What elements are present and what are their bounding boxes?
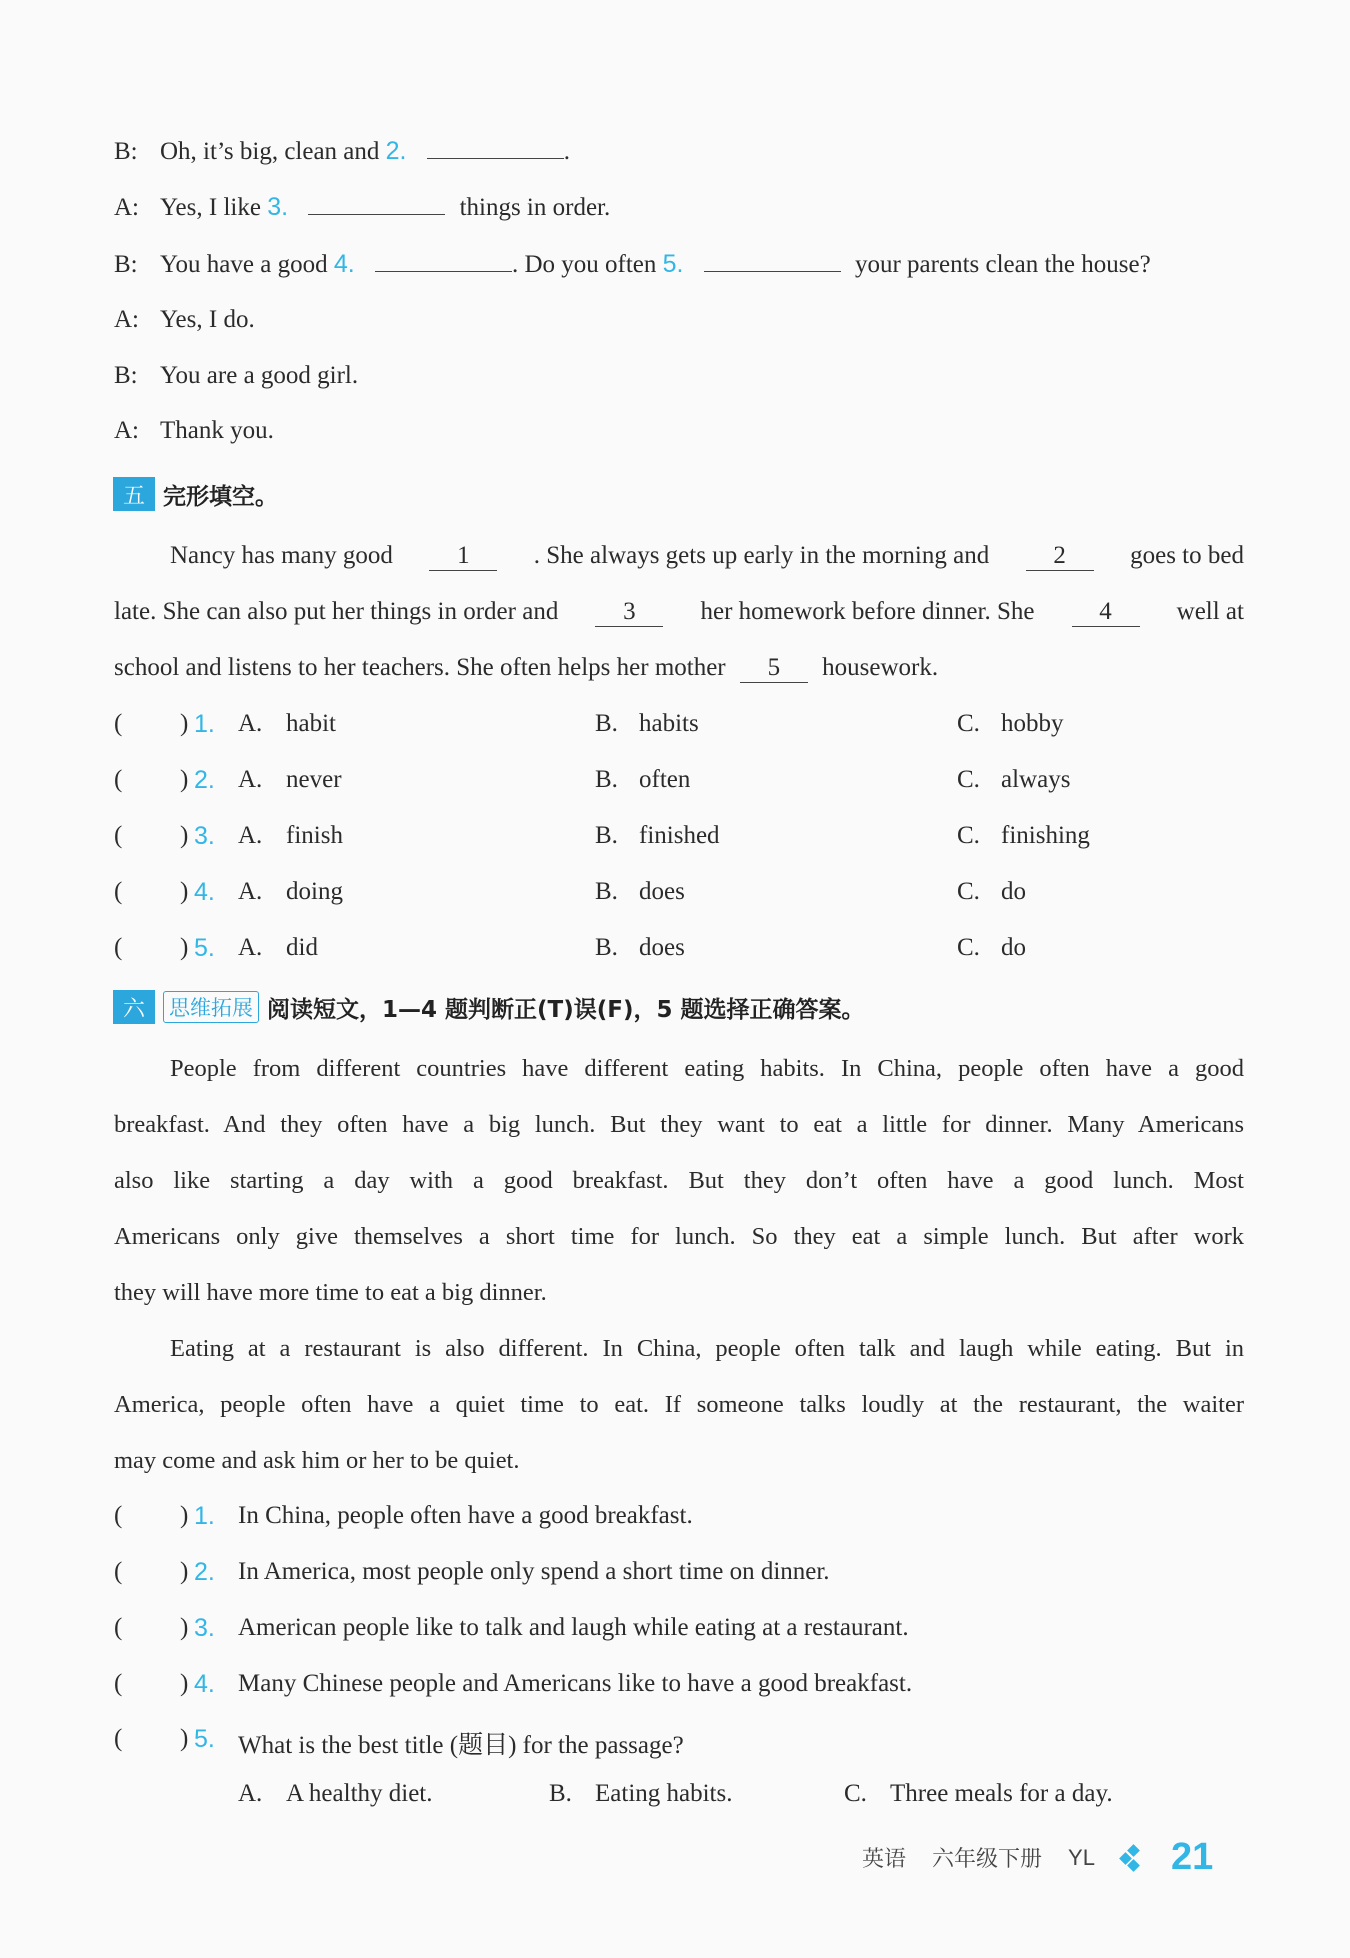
answer-blank[interactable]	[375, 249, 512, 272]
answer-paren-close: )	[180, 822, 189, 849]
answer-paren-open[interactable]: (	[114, 766, 123, 793]
reading-question-row	[114, 1614, 1114, 1644]
option-letter: B.	[595, 710, 618, 737]
speaker-label: B:	[114, 251, 138, 278]
question-text: American people like to talk and laugh while eating at a restaurant.	[238, 1614, 909, 1641]
answer-paren-close: )	[180, 1725, 189, 1752]
answer-paren-close: )	[180, 1502, 189, 1529]
blank-number: 4.	[333, 250, 355, 278]
section-5-header	[113, 477, 278, 511]
cloze-text: late. She can also put her things in order and	[114, 598, 559, 625]
cloze-text: . She always gets up early in the morning and	[533, 542, 990, 569]
cloze-question-row	[114, 934, 1114, 964]
reading-question-row	[114, 1725, 1114, 1759]
option-c[interactable]: Three meals for a day.	[890, 1780, 1113, 1807]
question-text: Many Chinese people and Americans like to have a good breakfast.	[238, 1670, 913, 1697]
question-text: In America, most people only spend a short time on dinner.	[238, 1558, 830, 1585]
question-number: 1.	[194, 710, 215, 738]
option-letter: A.	[238, 878, 263, 905]
footer-grade: 六年级下册	[932, 1847, 1043, 1872]
answer-paren-open[interactable]: (	[114, 878, 123, 905]
question-number: 4.	[194, 878, 215, 906]
speaker-label: A:	[114, 417, 139, 444]
answer-paren-close: )	[180, 878, 189, 905]
cloze-text: housework.	[822, 654, 939, 681]
cloze-text: well at	[1176, 598, 1244, 625]
section-number-badge: 五	[113, 477, 155, 511]
dialogue-text: . Do you often	[511, 251, 657, 278]
option-letter: C.	[957, 766, 980, 793]
option-a[interactable]: habit	[286, 710, 336, 737]
option-b[interactable]: often	[639, 766, 691, 793]
option-b[interactable]: habits	[639, 710, 699, 737]
question-number: 1.	[194, 1502, 215, 1530]
dialogue-line-3	[114, 249, 1151, 279]
answer-paren-open[interactable]: (	[114, 934, 123, 961]
option-letter: B.	[595, 822, 618, 849]
answer-paren-open[interactable]: (	[114, 710, 123, 737]
answer-blank[interactable]	[308, 192, 445, 215]
option-a[interactable]: did	[286, 934, 318, 961]
option-c[interactable]: finishing	[1001, 822, 1090, 849]
option-a[interactable]: doing	[286, 878, 343, 905]
dialogue-line-2	[114, 192, 610, 222]
diamond-decoration-icon	[1121, 1846, 1145, 1870]
cloze-blank: 2	[1026, 542, 1094, 571]
footer-subject: 英语	[862, 1847, 907, 1872]
q5-options	[114, 1780, 1114, 1810]
dialogue-text: You are a good girl.	[160, 362, 359, 389]
dialogue-text: things in order.	[459, 194, 611, 221]
question-text: What is the best title (题目) for the passage?	[238, 1732, 684, 1759]
passage-line: may come and ask him or her to be quiet.	[114, 1447, 520, 1474]
answer-paren-open[interactable]: (	[114, 822, 123, 849]
dialogue-text: Yes, I like	[160, 194, 261, 221]
passage-line: breakfast. And they often have a big lunch. But they want to eat a little for dinner. Many Americans	[114, 1111, 1244, 1138]
option-b[interactable]: finished	[639, 822, 720, 849]
option-a[interactable]: A healthy diet.	[286, 1780, 433, 1807]
option-c[interactable]: do	[1001, 878, 1026, 905]
answer-paren-open[interactable]: (	[114, 1725, 123, 1752]
page-number: 21	[1170, 1836, 1214, 1878]
dialogue-line-6	[114, 417, 274, 445]
dialogue-line-4	[114, 306, 255, 334]
reading-question-row	[114, 1558, 1114, 1588]
option-letter: A.	[238, 1780, 263, 1807]
option-letter: B.	[595, 878, 618, 905]
passage-line: also like starting a day with a good breakfast. But they don’t often have a good lunch. Most	[114, 1167, 1244, 1194]
cloze-line-1	[170, 542, 1244, 571]
question-number: 2.	[194, 1558, 215, 1586]
blank-number: 3.	[267, 193, 289, 221]
passage-line: People from different countries have different eating habits. In China, people often have a good	[170, 1055, 1244, 1082]
option-letter: B.	[595, 934, 618, 961]
reading-question-row	[114, 1670, 1114, 1700]
speaker-label: A:	[114, 194, 139, 221]
option-letter: C.	[957, 710, 980, 737]
cloze-blank: 5	[740, 654, 808, 683]
speaker-label: B:	[114, 138, 138, 165]
cloze-text: goes to bed	[1130, 542, 1244, 569]
footer-edition: YL	[1068, 1844, 1095, 1870]
answer-blank[interactable]	[427, 136, 564, 159]
cloze-question-row	[114, 878, 1114, 908]
speaker-label: A:	[114, 306, 139, 333]
answer-paren-close: )	[180, 710, 189, 737]
option-a[interactable]: finish	[286, 822, 343, 849]
option-b[interactable]: does	[639, 878, 685, 905]
section-number-badge: 六	[113, 990, 155, 1024]
answer-paren-open[interactable]: (	[114, 1502, 123, 1529]
passage-line: Americans only give themselves a short time for lunch. So they eat a simple lunch. But after work	[114, 1223, 1244, 1250]
option-letter: C.	[844, 1780, 867, 1807]
cloze-line-2	[114, 598, 1244, 627]
speaker-label: B:	[114, 362, 138, 389]
option-c[interactable]: do	[1001, 934, 1026, 961]
option-c[interactable]: hobby	[1001, 710, 1064, 737]
cloze-question-row	[114, 822, 1114, 852]
question-number: 2.	[194, 766, 215, 794]
question-number: 4.	[194, 1670, 215, 1698]
option-b[interactable]: does	[639, 934, 685, 961]
option-letter: A.	[238, 934, 263, 961]
option-letter: B.	[549, 1780, 572, 1807]
option-c[interactable]: always	[1001, 766, 1071, 793]
blank-number: 2.	[385, 137, 407, 165]
dialogue-line-1	[114, 136, 570, 166]
page-footer	[862, 1836, 1213, 1879]
answer-paren-close: )	[180, 1670, 189, 1697]
answer-paren-close: )	[180, 1614, 189, 1641]
section-tag: 思维拓展	[163, 991, 259, 1023]
cloze-blank: 4	[1072, 598, 1140, 627]
dialogue-text: your parents clean the house?	[854, 251, 1151, 278]
dialogue-text: .	[563, 138, 571, 165]
answer-paren-close: )	[180, 934, 189, 961]
question-number: 3.	[194, 1614, 215, 1642]
passage-line: Eating at a restaurant is also different. In China, people often talk and laugh while eating. But in	[170, 1335, 1244, 1362]
dialogue-text: Oh, it’s big, clean and	[160, 138, 380, 165]
section-6-header	[113, 990, 864, 1024]
question-text: In China, people often have a good breakfast.	[238, 1502, 693, 1529]
option-a[interactable]: never	[286, 766, 342, 793]
dialogue-text: You have a good	[160, 251, 328, 278]
dialogue-text: Yes, I do.	[160, 306, 255, 333]
option-letter: A.	[238, 710, 263, 737]
option-letter: A.	[238, 822, 263, 849]
cloze-question-row	[114, 766, 1114, 796]
answer-paren-close: )	[180, 766, 189, 793]
cloze-text: her homework before dinner. She	[700, 598, 1035, 625]
option-b[interactable]: Eating habits.	[595, 1780, 733, 1807]
question-number: 3.	[194, 822, 215, 850]
dialogue-text: Thank you.	[160, 417, 274, 444]
dialogue-line-5	[114, 362, 358, 390]
blank-number: 5.	[662, 250, 684, 278]
answer-paren-open[interactable]: (	[114, 1614, 123, 1641]
cloze-blank: 3	[595, 598, 663, 627]
section-title: 完形填空。	[163, 483, 278, 510]
passage-line: they will have more time to eat a big dinner.	[114, 1279, 547, 1306]
section-title: 阅读短文，1—4 题判断正(T)误(F)，5 题选择正确答案。	[267, 996, 865, 1023]
cloze-line-3	[114, 654, 938, 683]
reading-question-row	[114, 1502, 1114, 1532]
cloze-question-row	[114, 710, 1114, 740]
option-letter: A.	[238, 766, 263, 793]
question-number: 5.	[194, 934, 215, 962]
answer-paren-open[interactable]: (	[114, 1670, 123, 1697]
passage-line: America, people often have a quiet time to eat. If someone talks loudly at the restaurant, the waiter	[114, 1391, 1244, 1418]
cloze-text: Nancy has many good	[170, 542, 393, 569]
cloze-blank: 1	[429, 542, 497, 571]
option-letter: C.	[957, 878, 980, 905]
option-letter: C.	[957, 822, 980, 849]
question-number: 5.	[194, 1725, 215, 1753]
option-letter: C.	[957, 934, 980, 961]
cloze-text: school and listens to her teachers. She often helps her mother	[114, 654, 726, 681]
answer-paren-close: )	[180, 1558, 189, 1585]
option-letter: B.	[595, 766, 618, 793]
answer-paren-open[interactable]: (	[114, 1558, 123, 1585]
answer-blank[interactable]	[704, 249, 841, 272]
